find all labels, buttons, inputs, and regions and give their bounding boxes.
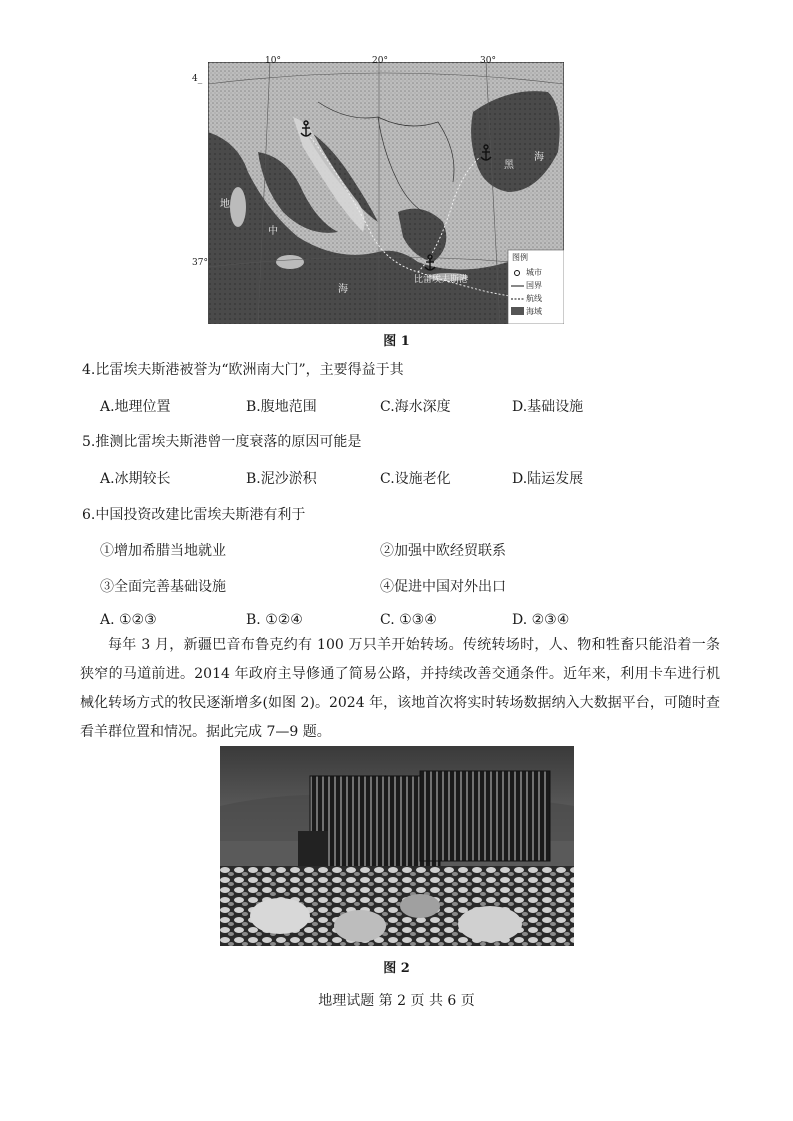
- question-6-option: C. ①③④: [380, 612, 437, 628]
- question-6-stem: 6.中国投资改建比雷埃夫斯港有利于: [82, 507, 306, 523]
- figure2-caption: 图 2: [383, 961, 410, 976]
- question-5-option: C.设施老化: [380, 471, 451, 487]
- question-5-option: B.泥沙淤积: [246, 471, 317, 487]
- question-4-option: D.基础设施: [512, 399, 584, 415]
- question-4-option: B.腹地范围: [246, 399, 317, 415]
- question-4-option: A.地理位置: [100, 399, 171, 415]
- question-4-stem: 4.比雷埃夫斯港被誉为“欧洲南大门”，主要得益于其: [82, 362, 404, 378]
- sea-label: 海: [534, 152, 544, 163]
- question-6-option: B. ①②④: [246, 612, 303, 628]
- question-6-option: D. ②③④: [512, 612, 570, 628]
- latitude-label: 37°: [192, 258, 208, 268]
- map-figure: [192, 56, 564, 324]
- question-6-option: A. ①②③: [100, 612, 157, 628]
- legend-item: 国界: [526, 281, 542, 290]
- legend-title: 图例: [512, 253, 528, 262]
- figure1-caption: 图 1: [383, 334, 410, 349]
- passage-paragraph: 每年 3 月，新疆巴音布鲁克约有 100 万只羊开始转场。传统转场时，人、物和牲畜只能沿着一条狭窄的马道前进。2014 年政府主导修通了简易公路，并持续改善交通条件。近年来，利用卡车进行机械化转场方式的牧民逐渐增多(如图 2)。2024 年，该地首次将实时转场数据纳入大数据平台，可随时查看羊群位置和情况。据此完成 7—9 题。: [80, 637, 720, 740]
- longitude-label: 20°: [372, 56, 388, 66]
- page-footer: 地理试题 第 2 页 共 6 页: [318, 993, 475, 1009]
- truck-photo: [220, 746, 574, 946]
- legend-item: 城市: [526, 268, 542, 277]
- question-6-statement: ②加强中欧经贸联系: [380, 543, 506, 559]
- legend-item: 航线: [526, 294, 542, 303]
- legend-item: 海域: [526, 307, 542, 316]
- question-5-stem: 5.推测比雷埃夫斯港曾一度衰落的原因可能是: [82, 434, 362, 450]
- longitude-label: 30°: [480, 56, 496, 66]
- question-4-option: C.海水深度: [380, 399, 451, 415]
- latitude-label: 4_: [192, 74, 203, 84]
- port-label: 比雷埃夫斯港: [414, 275, 469, 285]
- question-5-option: A.冰期较长: [100, 471, 171, 487]
- longitude-label: 10°: [265, 56, 281, 66]
- question-6-statement: ③全面完善基础设施: [100, 579, 226, 595]
- question-6-statement: ④促进中国对外出口: [380, 579, 506, 595]
- sea-label: 黑: [504, 160, 514, 171]
- question-6-statement: ①增加希腊当地就业: [100, 543, 226, 559]
- sea-label: 海: [338, 284, 348, 295]
- question-5-option: D.陆运发展: [512, 471, 584, 487]
- sea-legend-icon: [511, 307, 524, 315]
- sea-label: 中: [268, 226, 278, 237]
- sea-label: 地: [220, 199, 230, 210]
- map-svg: [208, 62, 564, 324]
